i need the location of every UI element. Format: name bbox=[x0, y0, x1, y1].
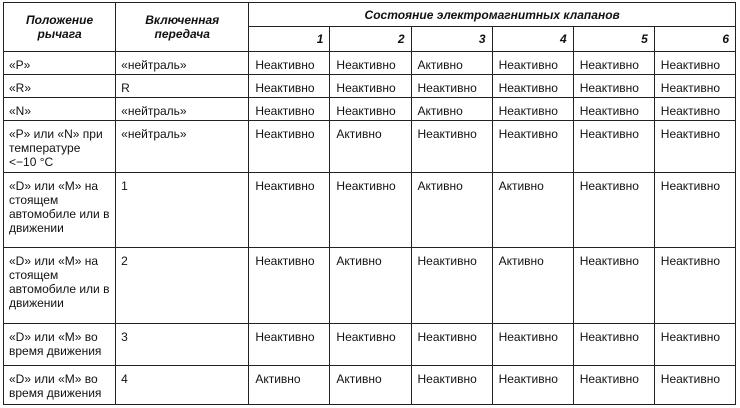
valve-5-state-cell: Неактивно bbox=[573, 75, 654, 97]
valve-5-state-cell: Неактивно bbox=[573, 247, 654, 324]
valve-5-state-cell: Неактивно bbox=[573, 366, 654, 405]
header-valve-5: 5 bbox=[573, 27, 654, 51]
header-valve-2: 2 bbox=[330, 27, 411, 51]
engaged-gear-cell: «нейтраль» bbox=[116, 121, 249, 173]
valve-6-state-cell: Неактивно bbox=[654, 247, 735, 324]
valve-5-state-cell: Неактивно bbox=[573, 97, 654, 120]
valve-2-state-cell: Неактивно bbox=[330, 97, 411, 120]
valve-3-state-cell: Неактивно bbox=[411, 121, 492, 173]
lever-position-cell: «D» или «M» на стоящем автомобиле или в движении bbox=[4, 247, 116, 324]
engaged-gear-cell: R bbox=[116, 75, 249, 97]
valve-2-state-cell: Активно bbox=[330, 121, 411, 173]
table-row bbox=[4, 121, 736, 173]
valve-5-state-cell: Неактивно bbox=[573, 173, 654, 247]
valve-6-state-cell: Неактивно bbox=[654, 75, 735, 97]
valve-1-state-cell: Активно bbox=[249, 366, 330, 405]
valve-3-state-cell: Активно bbox=[411, 97, 492, 120]
valve-4-state-cell: Неактивно bbox=[492, 366, 573, 405]
lever-position-cell: «P» или «N» при температуре <−10 °С bbox=[4, 121, 116, 173]
valve-2-state-cell: Активно bbox=[330, 247, 411, 324]
valve-6-state-cell: Неактивно bbox=[654, 121, 735, 173]
header-lever-position: Положение рычага bbox=[4, 3, 116, 52]
valve-3-state-cell: Неактивно bbox=[411, 75, 492, 97]
valve-5-state-cell: Неактивно bbox=[573, 324, 654, 366]
valve-1-state-cell: Неактивно bbox=[249, 97, 330, 120]
valve-4-state-cell: Неактивно bbox=[492, 324, 573, 366]
valve-6-state-cell: Неактивно bbox=[654, 97, 735, 120]
valve-4-state-cell: Неактивно bbox=[492, 121, 573, 173]
engaged-gear-cell: 3 bbox=[116, 324, 249, 366]
valve-6-state-cell: Неактивно bbox=[654, 366, 735, 405]
valve-3-state-cell: Неактивно bbox=[411, 324, 492, 366]
valve-1-state-cell: Неактивно bbox=[249, 324, 330, 366]
valve-2-state-cell: Активно bbox=[330, 366, 411, 405]
lever-position-cell: «D» или «M» на стоящем автомобиле или в движении bbox=[4, 173, 116, 247]
header-valve-4: 4 bbox=[492, 27, 573, 51]
valve-3-state-cell: Неактивно bbox=[411, 366, 492, 405]
lever-position-cell: «N» bbox=[4, 97, 116, 120]
engaged-gear-cell: «нейтраль» bbox=[116, 97, 249, 120]
table-row bbox=[4, 51, 736, 74]
valve-3-state-cell: Активно bbox=[411, 51, 492, 74]
header-valve-3: 3 bbox=[411, 27, 492, 51]
table-row bbox=[4, 75, 736, 97]
valve-1-state-cell: Неактивно bbox=[249, 75, 330, 97]
lever-position-cell: «D» или «M» во время движения bbox=[4, 366, 116, 405]
table-row bbox=[4, 366, 736, 405]
valve-4-state-cell: Активно bbox=[492, 173, 573, 247]
engaged-gear-cell: 4 bbox=[116, 366, 249, 405]
valve-1-state-cell: Неактивно bbox=[249, 173, 330, 247]
lever-position-cell: «D» или «M» во время движения bbox=[4, 324, 116, 366]
engaged-gear-cell: «нейтраль» bbox=[116, 51, 249, 74]
valve-4-state-cell: Активно bbox=[492, 247, 573, 324]
valve-5-state-cell: Неактивно bbox=[573, 51, 654, 74]
valve-1-state-cell: Неактивно bbox=[249, 121, 330, 173]
lever-position-cell: «R» bbox=[4, 75, 116, 97]
valve-2-state-cell: Неактивно bbox=[330, 173, 411, 247]
table-row bbox=[4, 173, 736, 247]
solenoid-state-table bbox=[3, 2, 736, 405]
table-row bbox=[4, 324, 736, 366]
valve-2-state-cell: Неактивно bbox=[330, 75, 411, 97]
table-row bbox=[4, 247, 736, 324]
valve-6-state-cell: Неактивно bbox=[654, 51, 735, 74]
valve-3-state-cell: Активно bbox=[411, 173, 492, 247]
table-row bbox=[4, 97, 736, 120]
engaged-gear-cell: 2 bbox=[116, 247, 249, 324]
header-valve-state: Состояние электромагнитных клапанов bbox=[249, 3, 736, 27]
engaged-gear-cell: 1 bbox=[116, 173, 249, 247]
valve-5-state-cell: Неактивно bbox=[573, 121, 654, 173]
valve-4-state-cell: Неактивно bbox=[492, 97, 573, 120]
lever-position-cell: «P» bbox=[4, 51, 116, 74]
header-row-1 bbox=[4, 3, 736, 27]
valve-6-state-cell: Неактивно bbox=[654, 324, 735, 366]
valve-3-state-cell: Неактивно bbox=[411, 247, 492, 324]
valve-1-state-cell: Неактивно bbox=[249, 247, 330, 324]
valve-6-state-cell: Неактивно bbox=[654, 173, 735, 247]
valve-1-state-cell: Неактивно bbox=[249, 51, 330, 74]
header-valve-1: 1 bbox=[249, 27, 330, 51]
header-valve-6: 6 bbox=[654, 27, 735, 51]
header-engaged-gear: Включенная передача bbox=[116, 3, 249, 52]
valve-2-state-cell: Неактивно bbox=[330, 51, 411, 74]
valve-2-state-cell: Неактивно bbox=[330, 324, 411, 366]
valve-4-state-cell: Неактивно bbox=[492, 75, 573, 97]
valve-4-state-cell: Неактивно bbox=[492, 51, 573, 74]
